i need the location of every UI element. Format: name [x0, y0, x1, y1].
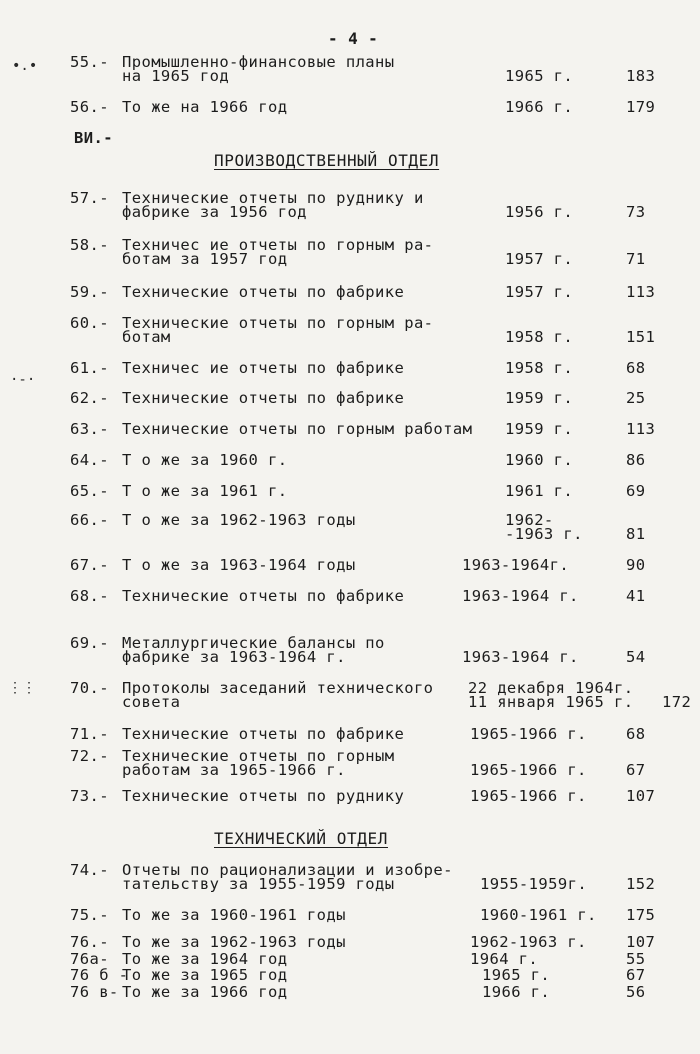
item-description: Технические отчеты по фабрике: [122, 587, 405, 605]
item-number: 58.-: [70, 236, 109, 254]
item-sheet-count: 67: [626, 966, 646, 984]
item-date: 1965-1966 г.: [470, 761, 587, 779]
item-number: 56.-: [70, 98, 109, 116]
item-sheet-count: 73: [626, 203, 646, 221]
item-description: Т о же за 1960 г.: [122, 451, 288, 469]
item-description: Промышленно-финансовые планы: [122, 53, 395, 71]
item-sheet-count: 71: [626, 250, 646, 268]
item-date: 1964 г.: [470, 950, 539, 968]
item-date: 1956 г.: [505, 203, 574, 221]
item-date: 1965-1966 г.: [470, 787, 587, 805]
item-date: 11 января 1965 г.: [468, 693, 634, 711]
item-description: совета: [122, 693, 181, 711]
item-description: То же за 1964 год: [122, 950, 288, 968]
item-description: То же за 1965 год: [122, 966, 288, 984]
item-sheet-count: 41: [626, 587, 646, 605]
item-sheet-count: 175: [626, 906, 656, 924]
item-sheet-count: 183: [626, 67, 656, 85]
item-description: Технические отчеты по горным: [122, 747, 395, 765]
item-description: фабрике за 1956 год: [122, 203, 307, 221]
item-date: 1963-1964 г.: [462, 648, 579, 666]
item-sheet-count: 55: [626, 950, 646, 968]
item-date: 1963-1964г.: [462, 556, 570, 574]
item-date: 1966 г.: [482, 983, 551, 1001]
item-number: 60.-: [70, 314, 109, 332]
item-sheet-count: 179: [626, 98, 656, 116]
item-description: Техничес ие отчеты по горным ра-: [122, 236, 434, 254]
item-description: ботам: [122, 328, 171, 346]
item-number: 61.-: [70, 359, 109, 377]
item-description: Технические отчеты по руднику: [122, 787, 405, 805]
item-description: Т о же за 1963-1964 годы: [122, 556, 356, 574]
item-number: 67.-: [70, 556, 109, 574]
margin-mark: •.•: [12, 58, 38, 74]
item-date: 22 декабря 1964г.: [468, 679, 634, 697]
item-description: фабрике за 1963-1964 г.: [122, 648, 346, 666]
item-description: Т о же за 1961 г.: [122, 482, 288, 500]
item-description: Технические отчеты по горным ра-: [122, 314, 434, 332]
item-description: Т о же за 1962-1963 годы: [122, 511, 356, 529]
item-description: Технические отчеты по фабрике: [122, 283, 405, 301]
margin-mark: ·-·: [10, 372, 36, 388]
item-sheet-count: 107: [626, 933, 656, 951]
item-sheet-count: 68: [626, 725, 646, 743]
item-number: 74.-: [70, 861, 109, 879]
item-sheet-count: 86: [626, 451, 646, 469]
item-description: То же на 1966 год: [122, 98, 288, 116]
item-number: 76 б -: [70, 966, 129, 984]
item-date: 1960-1961 г.: [480, 906, 597, 924]
item-sheet-count: 54: [626, 648, 646, 666]
item-number: 76 в-: [70, 983, 119, 1001]
item-date: -1963 г.: [505, 525, 583, 543]
item-description: Технические отчеты по фабрике: [122, 725, 405, 743]
item-sheet-count: 68: [626, 359, 646, 377]
item-number: 75.-: [70, 906, 109, 924]
item-date: 1963-1964 г.: [462, 587, 579, 605]
item-sheet-count: 107: [626, 787, 656, 805]
item-date: 1955-1959г.: [480, 875, 588, 893]
item-number: 76а-: [70, 950, 109, 968]
item-description: Металлургические балансы по: [122, 634, 385, 652]
item-description: Протоколы заседаний технического: [122, 679, 434, 697]
item-description: То же за 1962-1963 годы: [122, 933, 346, 951]
item-number: 71.-: [70, 725, 109, 743]
item-date: 1961 г.: [505, 482, 574, 500]
item-date: 1962-: [505, 511, 554, 529]
item-sheet-count: 172: [662, 693, 692, 711]
item-number: 64.-: [70, 451, 109, 469]
item-date: 1957 г.: [505, 283, 574, 301]
item-description: работам за 1965-1966 г.: [122, 761, 346, 779]
item-description: тательству за 1955-1959 годы: [122, 875, 395, 893]
item-sheet-count: 90: [626, 556, 646, 574]
item-description: То же за 1966 год: [122, 983, 288, 1001]
item-number: 72.-: [70, 747, 109, 765]
page-number: - 4 -: [328, 29, 379, 48]
item-number: 59.-: [70, 283, 109, 301]
item-sheet-count: 113: [626, 420, 656, 438]
item-sheet-count: 113: [626, 283, 656, 301]
item-date: 1959 г.: [505, 389, 574, 407]
item-number: 55.-: [70, 53, 109, 71]
item-description: Отчеты по рационализации и изобре-: [122, 861, 453, 879]
item-date: 1958 г.: [505, 359, 574, 377]
item-sheet-count: 152: [626, 875, 656, 893]
item-sheet-count: 56: [626, 983, 646, 1001]
item-number: 65.-: [70, 482, 109, 500]
section-heading-technical: ТЕХНИЧЕСКИЙ ОТДЕЛ: [214, 829, 388, 848]
item-number: 68.-: [70, 587, 109, 605]
item-date: 1957 г.: [505, 250, 574, 268]
item-date: 1965-1966 г.: [470, 725, 587, 743]
item-date: 1960 г.: [505, 451, 574, 469]
item-date: 1962-1963 г.: [470, 933, 587, 951]
item-description: То же за 1960-1961 годы: [122, 906, 346, 924]
item-date: 1966 г.: [505, 98, 574, 116]
item-description: Технические отчеты по фабрике: [122, 389, 405, 407]
item-sheet-count: 151: [626, 328, 656, 346]
item-number: 70.-: [70, 679, 109, 697]
margin-mark: ⋮⋮: [8, 680, 36, 696]
item-sheet-count: 25: [626, 389, 646, 407]
item-date: 1959 г.: [505, 420, 574, 438]
item-number: 69.-: [70, 634, 109, 652]
item-sheet-count: 81: [626, 525, 646, 543]
section-heading-production: ПРОИЗВОДСТВЕННЫЙ ОТДЕЛ: [214, 151, 440, 170]
item-number: 63.-: [70, 420, 109, 438]
item-date: 1965 г.: [505, 67, 574, 85]
item-description: Технические отчеты по руднику и: [122, 189, 424, 207]
item-number: 76.-: [70, 933, 109, 951]
item-number: 73.-: [70, 787, 109, 805]
item-description: ботам за 1957 год: [122, 250, 288, 268]
item-sheet-count: 69: [626, 482, 646, 500]
item-date: 1965 г.: [482, 966, 551, 984]
item-description: Техничес ие отчеты по фабрике: [122, 359, 405, 377]
section-marker: ВИ.-: [74, 129, 113, 147]
item-date: 1958 г.: [505, 328, 574, 346]
item-number: 57.-: [70, 189, 109, 207]
item-description: Технические отчеты по горным работам: [122, 420, 473, 438]
item-number: 62.-: [70, 389, 109, 407]
item-number: 66.-: [70, 511, 109, 529]
item-sheet-count: 67: [626, 761, 646, 779]
item-description: на 1965 год: [122, 67, 230, 85]
